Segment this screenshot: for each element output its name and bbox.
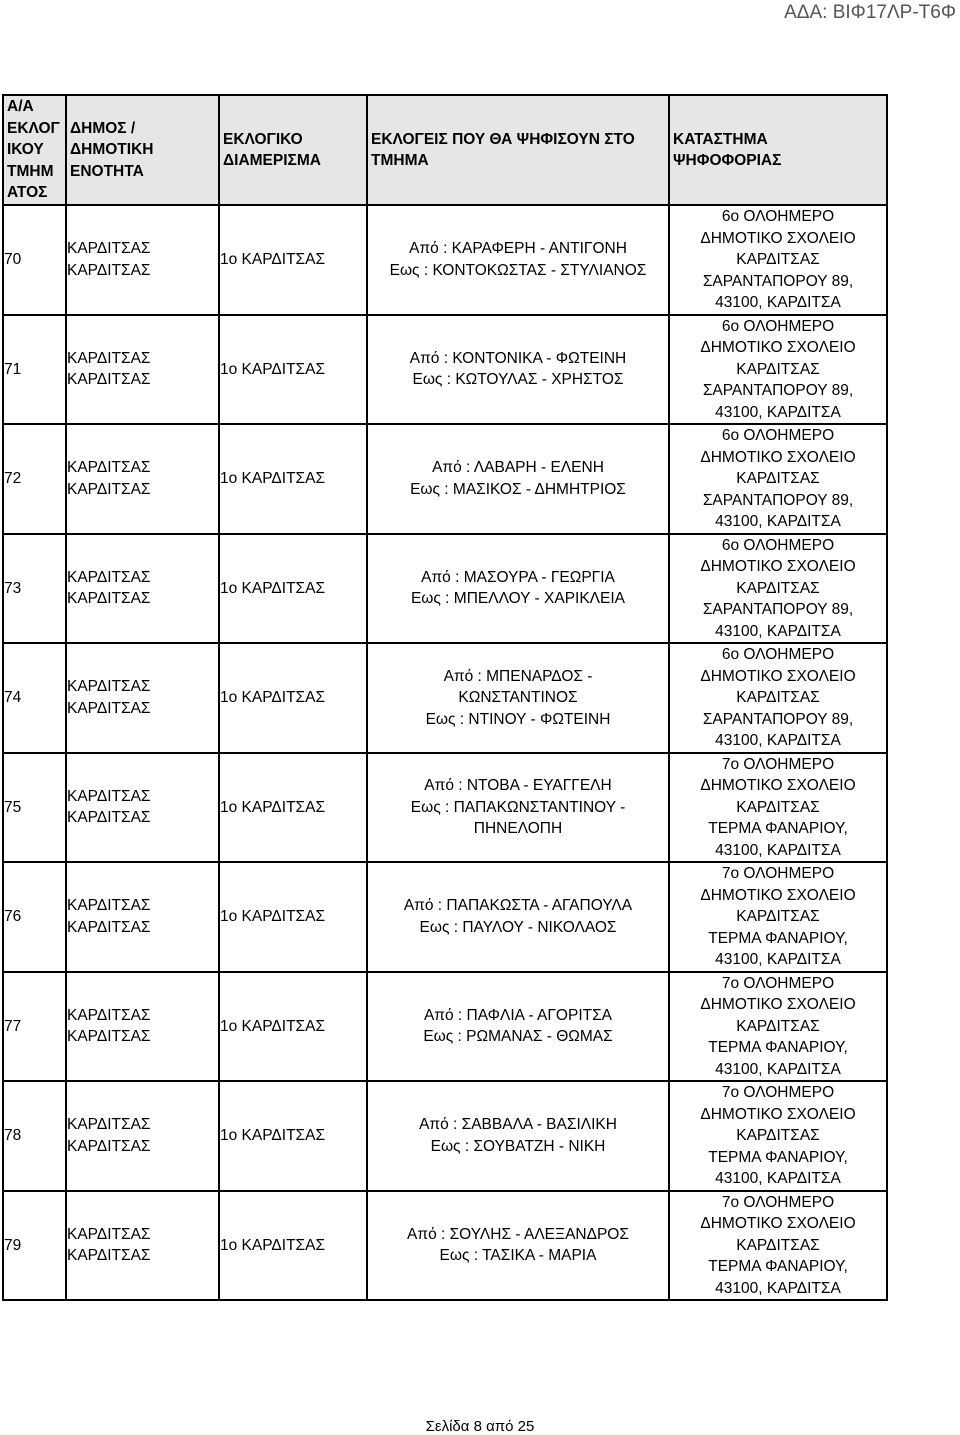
cell-line: ΣΑΡΑΝΤΑΠΟΡΟΥ 89, (702, 491, 854, 509)
municipality-cell (66, 753, 219, 863)
table-row (3, 972, 887, 1082)
district-cell: 1ο ΚΑΡΔΙΤΣΑΣ (219, 862, 367, 972)
cell-line: ΚΑΡΔΙΤΣΑΣ (67, 897, 151, 915)
section-number: 77 (3, 972, 66, 1082)
cell-line: 43100, ΚΑΡΔΙΤΣΑ (715, 1279, 841, 1297)
voter-range-cell (367, 205, 669, 315)
cell-line: ΚΑΡΔΙΤΣΑΣ (736, 251, 820, 268)
cell-line: 43100, ΚΑΡΔΙΤΣΑ (715, 732, 841, 749)
cell-line: ΚΑΡΔΙΤΣΑΣ (67, 349, 151, 367)
polling-station-cell (669, 643, 887, 753)
cell-line: ΔΗΜΟΤΙΚΟ ΣΧΟΛΕΙΟ (700, 886, 856, 904)
cell-line: ΕΚΛΟΓΙΚΟ (223, 130, 303, 148)
district-cell: 1ο ΚΑΡΔΙΤΣΑΣ (219, 315, 367, 425)
cell-line: ΚΑΤΑΣΤΗΜΑ (673, 130, 768, 148)
cell-line: ΔΗΜΟΤΙΚΟ ΣΧΟΛΕΙΟ (700, 448, 856, 466)
table-row (3, 753, 887, 863)
cell-line: ΕΝΟΤΗΤΑ (70, 162, 144, 180)
cell-line: ΚΑΡΔΙΤΣΑΣ (67, 568, 151, 586)
section-number: 70 (3, 205, 66, 315)
table-body (3, 205, 887, 1300)
cell-line: ΤΜΗΜΑ (371, 152, 429, 169)
cell-line: Εως : ΠΑΠΑΚΩΝΣΤΑΝΤΙΝΟΥ - (410, 798, 626, 816)
voter-range-cell (367, 315, 669, 425)
cell-line: 6ο ΟΛΟΗΜΕΡΟ (721, 427, 835, 444)
section-number: 72 (3, 424, 66, 534)
polling-station-cell (669, 424, 887, 534)
cell-line: ΤΕΡΜΑ ΦΑΝΑΡΙΟΥ, (708, 1148, 848, 1166)
cell-line: 43100, ΚΑΡΔΙΤΣΑ (715, 294, 841, 311)
polling-station-cell (669, 753, 887, 863)
cell-line: 43100, ΚΑΡΔΙΤΣΑ (715, 622, 841, 640)
cell-line: 7ο ΟΛΟΗΜΕΡΟ (721, 865, 835, 882)
cell-line: 7ο ΟΛΟΗΜΕΡΟ (721, 974, 835, 992)
cell-line: ΚΑΡΔΙΤΣΑΣ (67, 1225, 151, 1243)
district-cell: 1ο ΚΑΡΔΙΤΣΑΣ (219, 643, 367, 753)
cell-line: ΔΙΑΜΕΡΙΣΜΑ (223, 152, 321, 169)
table-row (3, 862, 887, 972)
voter-range-cell (367, 972, 669, 1082)
cell-line: ΚΑΡΔΙΤΣΑΣ (67, 809, 151, 827)
cell-line: Από : ΛΑΒΑΡΗ - ΕΛΕΝΗ (432, 459, 604, 477)
voter-range-cell (367, 424, 669, 534)
cell-line: Από : ΠΑΦΛΙΑ - ΑΓΟΡΙΤΣΑ (423, 1006, 613, 1024)
section-number: 73 (3, 534, 66, 644)
voter-range-cell (367, 643, 669, 753)
municipality-cell (66, 862, 219, 972)
cell-line: 43100, ΚΑΡΔΙΤΣΑ (715, 951, 841, 968)
cell-line: ΤΕΡΜΑ ΦΑΝΑΡΙΟΥ, (708, 820, 848, 837)
cell-line: Α/Α (7, 98, 34, 116)
cell-line: 43100, ΚΑΡΔΙΤΣΑ (715, 403, 841, 421)
cell-line: 6ο ΟΛΟΗΜΕΡΟ (721, 317, 835, 335)
cell-line: ΔΗΜΟΤΙΚΗ (70, 141, 154, 159)
district-cell: 1ο ΚΑΡΔΙΤΣΑΣ (219, 205, 367, 315)
cell-line: ΚΑΡΔΙΤΣΑΣ (67, 699, 151, 717)
cell-line: Από : ΜΑΣΟΥΡΑ - ΓΕΩΡΓΙΑ (421, 568, 615, 586)
cell-line: ΚΑΡΔΙΤΣΑΣ (736, 798, 820, 816)
cell-line: 43100, ΚΑΡΔΙΤΣΑ (715, 841, 841, 859)
header-diamerisma (219, 95, 367, 205)
cell-line: ΚΑΡΔΙΤΣΑΣ (736, 689, 820, 706)
polling-station-cell (669, 534, 887, 644)
cell-line: ΚΑΡΔΙΤΣΑΣ (67, 261, 151, 279)
cell-line: ΤΕΡΜΑ ΦΑΝΑΡΙΟΥ, (708, 1039, 848, 1056)
municipality-cell (66, 534, 219, 644)
cell-line: ΚΑΡΔΙΤΣΑΣ (736, 1236, 820, 1254)
municipality-cell (66, 1081, 219, 1191)
cell-line: ΔΗΜΟΤΙΚΟ ΣΧΟΛΕΙΟ (700, 558, 856, 575)
cell-line: ΚΑΡΔΙΤΣΑΣ (67, 1028, 151, 1046)
cell-line: ΚΩΝΣΤΑΝΤΙΝΟΣ (458, 689, 578, 706)
polling-station-cell (669, 862, 887, 972)
cell-line: ΕΚΛΟΓ (7, 119, 60, 137)
section-number: 74 (3, 643, 66, 753)
polling-station-cell (669, 315, 887, 425)
section-number: 78 (3, 1081, 66, 1191)
district-cell: 1ο ΚΑΡΔΙΤΣΑΣ (219, 534, 367, 644)
polling-sections-table (2, 94, 888, 1301)
table-row (3, 424, 887, 534)
cell-line: Από : ΚΑΡΑΦΕΡΗ - ΑΝΤΙΓΟΝΗ (409, 240, 627, 258)
municipality-cell (66, 205, 219, 315)
section-number: 71 (3, 315, 66, 425)
cell-line: Εως : ΝΤΙΝΟΥ - ΦΩΤΕΙΝΗ (425, 710, 611, 728)
cell-line: Εως : ΡΩΜΑΝΑΣ - ΘΩΜΑΣ (423, 1028, 613, 1046)
cell-line: Εως : ΜΑΣΙΚΟΣ - ΔΗΜΗΤΡΙΟΣ (410, 480, 626, 498)
header-dimos (66, 95, 219, 205)
polling-station-cell (669, 972, 887, 1082)
district-cell: 1ο ΚΑΡΔΙΤΣΑΣ (219, 753, 367, 863)
cell-line: 6ο ΟΛΟΗΜΕΡΟ (721, 208, 835, 225)
cell-line: 6ο ΟΛΟΗΜΕΡΟ (721, 646, 835, 663)
cell-line: ΙΚΟΥ (7, 141, 44, 159)
cell-line: ΔΗΜΟΤΙΚΟ ΣΧΟΛΕΙΟ (700, 1105, 856, 1123)
cell-line: ΔΗΜΟΤΙΚΟ ΣΧΟΛΕΙΟ (700, 1215, 856, 1232)
cell-line: ΚΑΡΔΙΤΣΑΣ (736, 470, 820, 487)
district-cell: 1ο ΚΑΡΔΙΤΣΑΣ (219, 972, 367, 1082)
header-aa (3, 95, 66, 205)
header-voters (367, 95, 669, 205)
cell-line: ΔΗΜΟΤΙΚΟ ΣΧΟΛΕΙΟ (700, 667, 856, 685)
cell-line: ΔΗΜΟΤΙΚΟ ΣΧΟΛΕΙΟ (700, 996, 856, 1013)
cell-line: ΚΑΡΔΙΤΣΑΣ (67, 590, 151, 608)
voter-range-cell (367, 862, 669, 972)
polling-station-cell (669, 1191, 887, 1301)
polling-station-cell (669, 205, 887, 315)
cell-line: ΚΑΡΔΙΤΣΑΣ (736, 1127, 820, 1144)
cell-line: 43100, ΚΑΡΔΙΤΣΑ (715, 513, 841, 530)
voter-range-cell (367, 1191, 669, 1301)
cell-line: ΑΤΟΣ (7, 184, 48, 202)
cell-line: ΤΕΡΜΑ ΦΑΝΑΡΙΟΥ, (708, 929, 848, 947)
cell-line: Από : ΝΤΟΒΑ - ΕΥΑΓΓΕΛΗ (424, 777, 612, 794)
document-code: ΑΔΑ: ΒΙΦ17ΛΡ-Τ6Φ (784, 2, 956, 23)
section-number: 79 (3, 1191, 66, 1301)
table-row (3, 534, 887, 644)
cell-line: ΚΑΡΔΙΤΣΑΣ (67, 1137, 151, 1155)
district-cell: 1ο ΚΑΡΔΙΤΣΑΣ (219, 1081, 367, 1191)
cell-line: ΨΗΦΟΦΟΡΙΑΣ (673, 152, 782, 169)
section-number: 75 (3, 753, 66, 863)
table-row (3, 643, 887, 753)
section-number: 76 (3, 862, 66, 972)
voter-range-cell (367, 1081, 669, 1191)
polling-station-cell (669, 1081, 887, 1191)
cell-line: ΔΗΜΟΣ / (70, 119, 136, 137)
cell-line: ΚΑΡΔΙΤΣΑΣ (736, 1017, 820, 1035)
header-station (669, 95, 887, 205)
cell-line: ΤΕΡΜΑ ΦΑΝΑΡΙΟΥ, (708, 1258, 848, 1275)
district-cell: 1ο ΚΑΡΔΙΤΣΑΣ (219, 1191, 367, 1301)
cell-line: ΚΑΡΔΙΤΣΑΣ (67, 240, 151, 258)
cell-line: ΚΑΡΔΙΤΣΑΣ (67, 371, 151, 389)
cell-line: ΚΑΡΔΙΤΣΑΣ (67, 787, 151, 805)
cell-line: ΣΑΡΑΝΤΑΠΟΡΟΥ 89, (702, 382, 854, 399)
cell-line: ΚΑΡΔΙΤΣΑΣ (67, 459, 151, 477)
municipality-cell (66, 643, 219, 753)
cell-line: ΕΚΛΟΓΕΙΣ ΠΟΥ ΘΑ ΨΗΦΙΣΟΥΝ ΣΤΟ (371, 130, 635, 148)
page-number: Σελίδα 8 από 25 (425, 1418, 535, 1435)
cell-line: ΚΑΡΔΙΤΣΑΣ (67, 678, 151, 696)
cell-line: ΚΑΡΔΙΤΣΑΣ (736, 579, 820, 597)
municipality-cell (66, 972, 219, 1082)
cell-line: Εως : ΤΑΣΙΚΑ - ΜΑΡΙΑ (439, 1247, 597, 1265)
municipality-cell (66, 315, 219, 425)
municipality-cell (66, 424, 219, 534)
cell-line: Εως : ΜΠΕΛΛΟΥ - ΧΑΡΙΚΛΕΙΑ (410, 590, 626, 608)
table-header-row (3, 95, 887, 205)
cell-line: ΚΑΡΔΙΤΣΑΣ (67, 1116, 151, 1134)
table-row (3, 1191, 887, 1301)
cell-line: Από : ΜΠΕΝΑΡΔΟΣ - (443, 667, 593, 685)
cell-line: ΔΗΜΟΤΙΚΟ ΣΧΟΛΕΙΟ (700, 229, 856, 247)
cell-line: ΣΑΡΑΝΤΑΠΟΡΟΥ 89, (702, 710, 854, 728)
cell-line: 43100, ΚΑΡΔΙΤΣΑ (715, 1170, 841, 1187)
cell-line: ΚΑΡΔΙΤΣΑΣ (67, 1006, 151, 1024)
table-row (3, 205, 887, 315)
cell-line: Από : ΠΑΠΑΚΩΣΤΑ - ΑΓΑΠΟΥΛΑ (403, 897, 633, 915)
cell-line: Από : ΣΟΥΛΗΣ - ΑΛΕΞΑΝΔΡΟΣ (407, 1225, 629, 1243)
table-row (3, 1081, 887, 1191)
cell-line: ΔΗΜΟΤΙΚΟ ΣΧΟΛΕΙΟ (700, 777, 856, 794)
cell-line: 43100, ΚΑΡΔΙΤΣΑ (715, 1060, 841, 1078)
cell-line: ΤΜΗΜ (7, 162, 54, 180)
cell-line: ΣΑΡΑΝΤΑΠΟΡΟΥ 89, (702, 601, 854, 618)
table-row (3, 315, 887, 425)
cell-line: 7ο ΟΛΟΗΜΕΡΟ (721, 755, 835, 773)
cell-line: 7ο ΟΛΟΗΜΕΡΟ (721, 1193, 835, 1211)
cell-line: ΠΗΝΕΛΟΠΗ (473, 820, 563, 837)
cell-line: ΚΑΡΔΙΤΣΑΣ (67, 918, 151, 936)
cell-line: ΚΑΡΔΙΤΣΑΣ (736, 908, 820, 925)
voter-range-cell (367, 753, 669, 863)
cell-line: ΔΗΜΟΤΙΚΟ ΣΧΟΛΕΙΟ (700, 339, 856, 356)
cell-line: Εως : ΣΟΥΒΑΤΖΗ - ΝΙΚΗ (430, 1137, 606, 1155)
district-cell: 1ο ΚΑΡΔΙΤΣΑΣ (219, 424, 367, 534)
cell-line: ΚΑΡΔΙΤΣΑΣ (736, 360, 820, 378)
voter-range-cell (367, 534, 669, 644)
cell-line: 7ο ΟΛΟΗΜΕΡΟ (721, 1084, 835, 1101)
cell-line: Από : ΚΟΝΤΟΝΙΚΑ - ΦΩΤΕΙΝΗ (409, 349, 627, 367)
cell-line: ΚΑΡΔΙΤΣΑΣ (67, 480, 151, 498)
cell-line: 6ο ΟΛΟΗΜΕΡΟ (721, 536, 835, 554)
cell-line: Εως : ΚΩΤΟΥΛΑΣ - ΧΡΗΣΤΟΣ (412, 371, 624, 389)
cell-line: ΣΑΡΑΝΤΑΠΟΡΟΥ 89, (702, 272, 854, 290)
cell-line: Εως : ΠΑΥΛΟΥ - ΝΙΚΟΛΑΟΣ (419, 918, 617, 936)
cell-line: ΚΑΡΔΙΤΣΑΣ (67, 1247, 151, 1265)
cell-line: Εως : ΚΟΝΤΟΚΩΣΤΑΣ - ΣΤΥΛΙΑΝΟΣ (389, 261, 647, 279)
cell-line: Από : ΣΑΒΒΑΛΑ - ΒΑΣΙΛΙΚΗ (419, 1116, 617, 1134)
municipality-cell (66, 1191, 219, 1301)
